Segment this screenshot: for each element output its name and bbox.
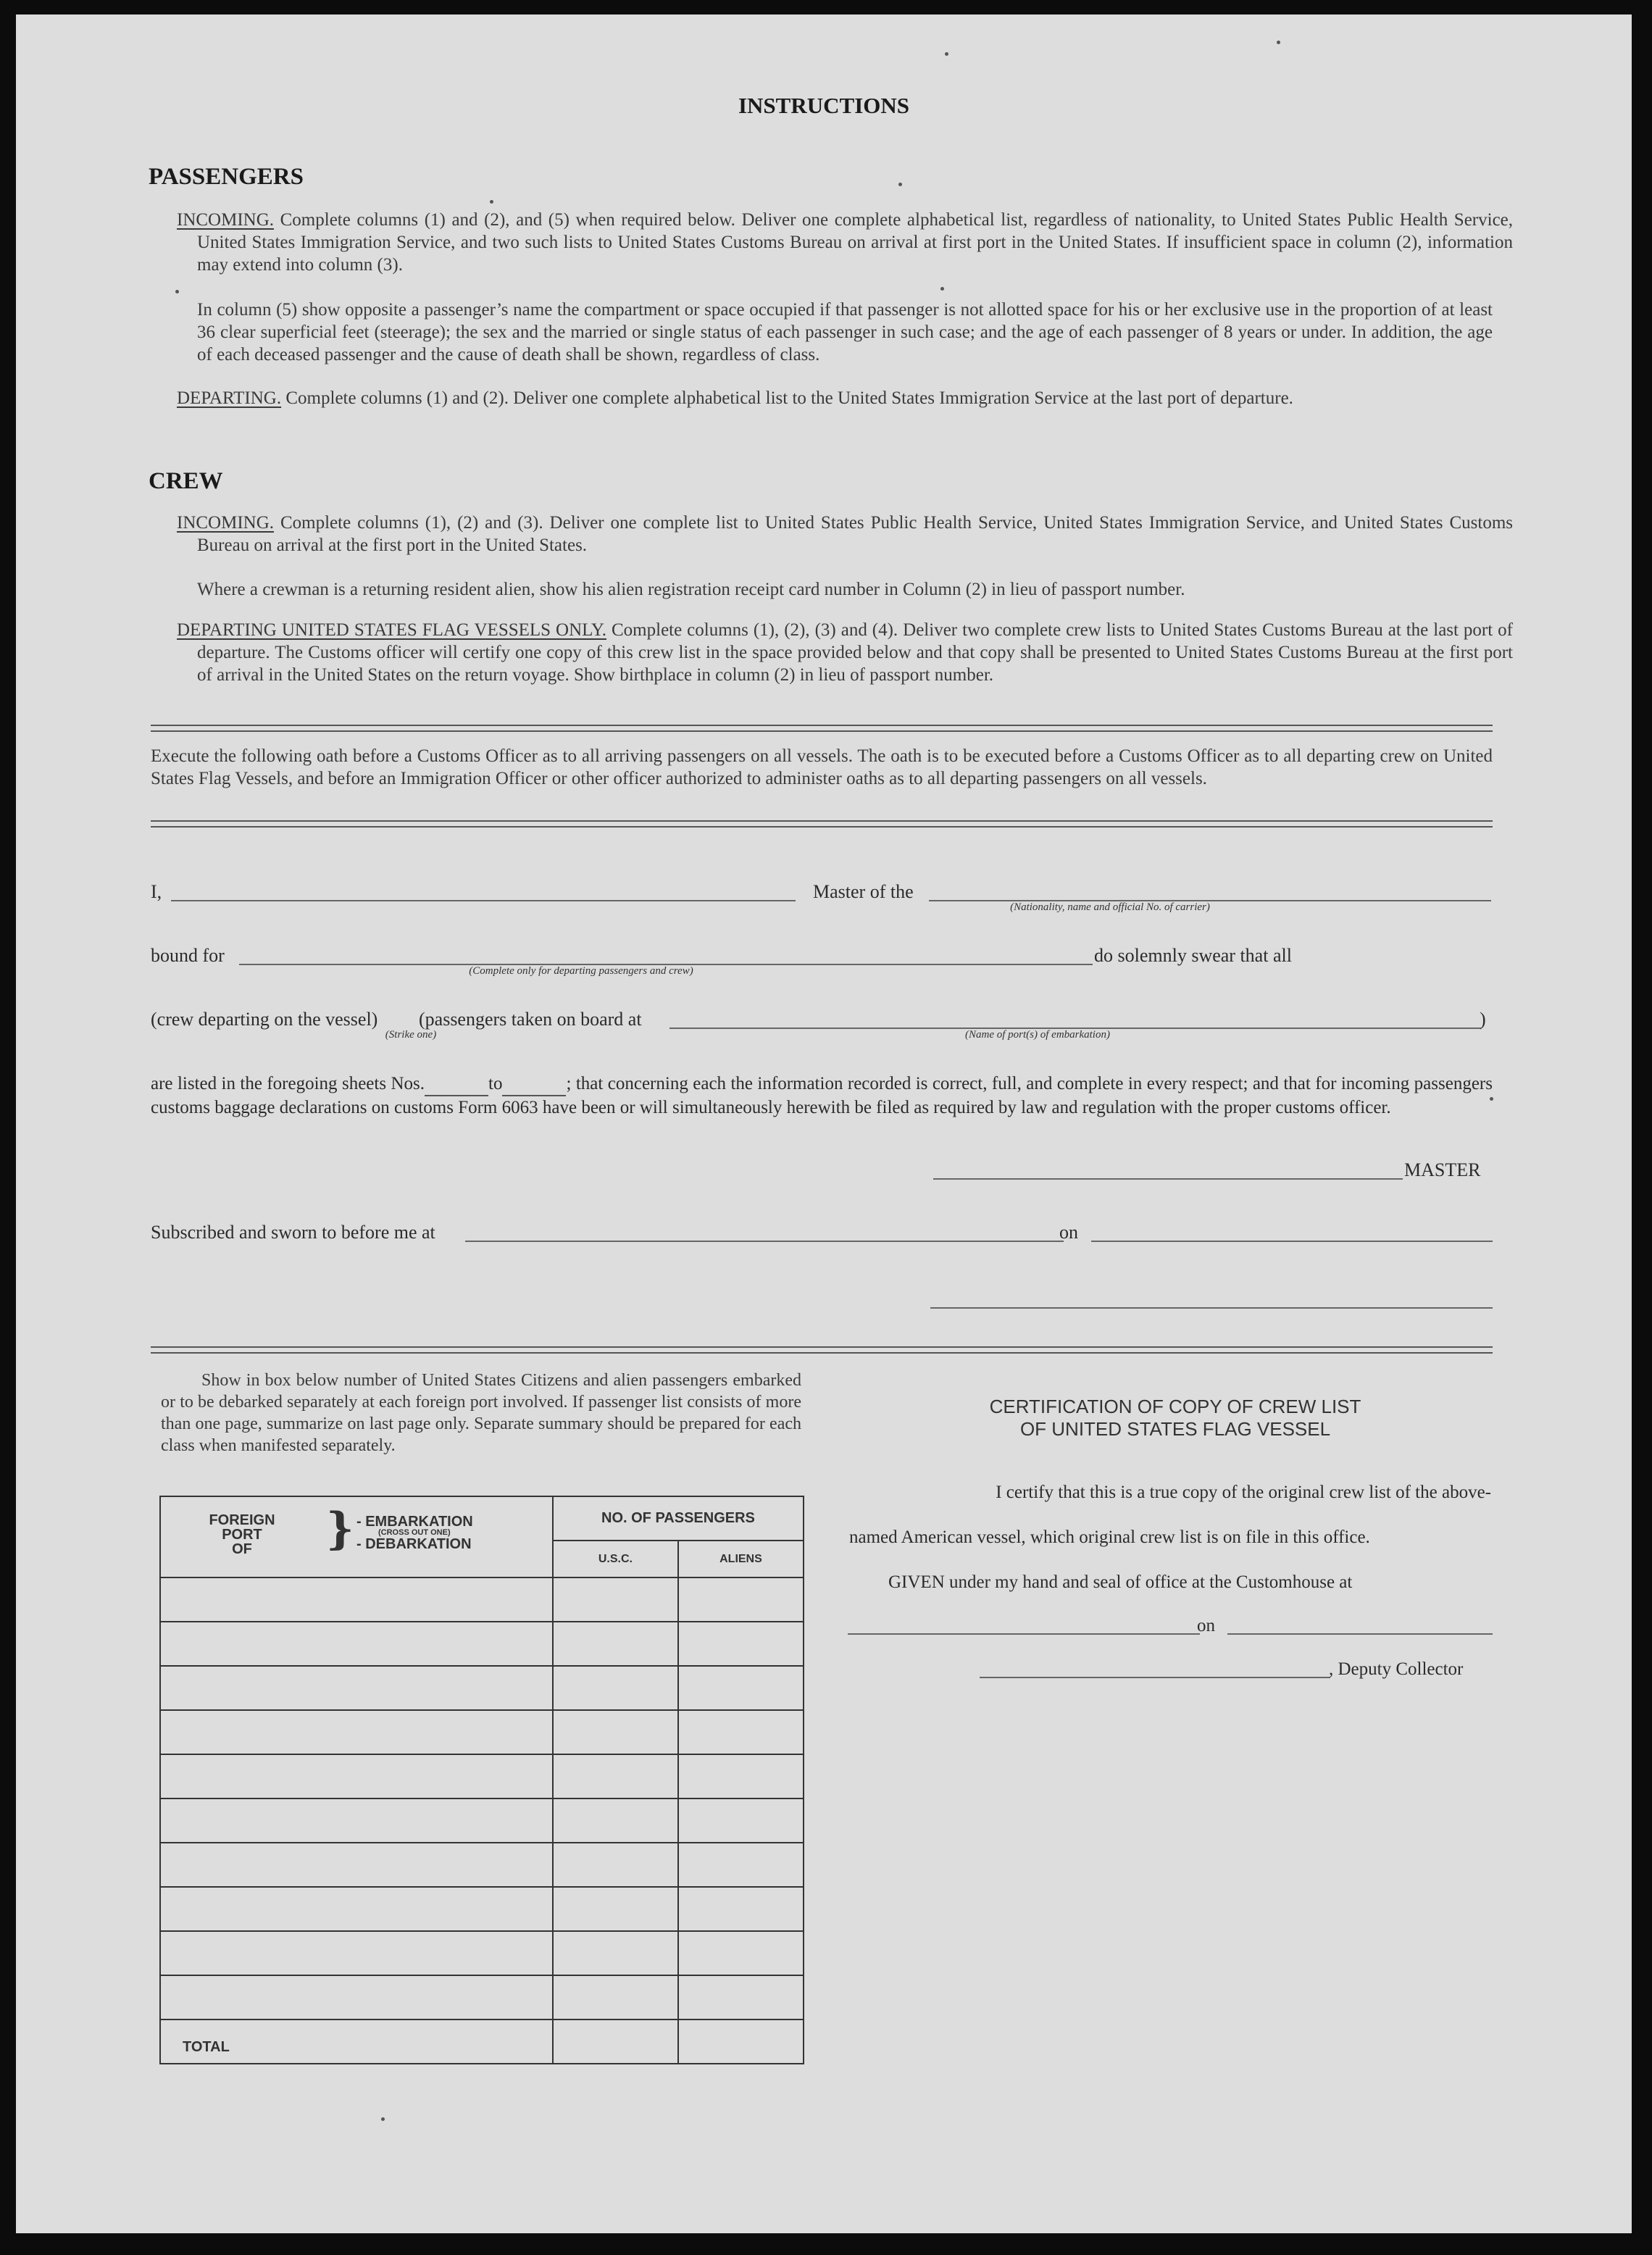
passengers-heading: PASSENGERS	[149, 164, 304, 190]
certification-title	[849, 1396, 1501, 1441]
sworn-date-field[interactable]	[1091, 1241, 1493, 1242]
certify-on-label: on	[1197, 1616, 1215, 1635]
double-rule	[151, 820, 1493, 828]
solemnly-swear-text: do solemnly swear that all	[1094, 945, 1292, 966]
port-cell[interactable]	[160, 1975, 553, 2020]
aliens-cell[interactable]	[678, 1666, 804, 1710]
speck	[1277, 41, 1280, 44]
foreign-port-header	[160, 1496, 553, 1577]
passengers-taken-option: (passengers taken on board at	[419, 1009, 642, 1030]
subscribed-label: Subscribed and sworn to before me at	[151, 1222, 435, 1243]
usc-header: U.S.C.	[553, 1541, 678, 1577]
sheet-to-field[interactable]	[502, 1072, 566, 1096]
usc-cell[interactable]	[553, 1754, 678, 1798]
usc-total-cell[interactable]	[553, 2020, 678, 2064]
total-label: TOTAL	[160, 2020, 553, 2064]
ports-caption: (Name of port(s) of embarkation)	[965, 1029, 1110, 1041]
master-of-label: Master of the	[813, 881, 914, 902]
passengers-column5-paragraph: In column (5) show opposite a passenger’s name the compartment or space occupied if that passenger is not allotted space for his or her exclusive use in the proportion of at least 36 clear superficial feet (steerage); the sex and the married or single status of each passenger in such case; and the age of each passenger of 8 years or under. In addition, the age of each deceased passenger and the cause of death shall be shown, regardless of class.	[197, 300, 1493, 364]
aliens-cell[interactable]	[678, 1975, 804, 2020]
table-row	[160, 1975, 804, 2020]
crew-departing-text: Complete columns (1), (2), (3) and (4). Deliver two complete crew lists to United States Customs Bureau at the last port of departure. The Customs officer will certify one copy of this crew list in the space provided below and that copy shall be presented to United States Customs Bureau at the first port of arrival in the United States on the return voyage. Show birthplace in column (2) in lieu of passport number.	[197, 620, 1513, 685]
speck	[490, 200, 493, 204]
port-cell[interactable]	[160, 1577, 553, 1622]
double-rule	[151, 1346, 1493, 1354]
passengers-departing-text: Complete columns (1) and (2). Deliver one complete alphabetical list to the United States Immigration Service at the last port of departure.	[285, 388, 1293, 408]
certify-line1: I certify that this is a true copy of the original crew list of the above-	[996, 1483, 1491, 1502]
debarkation-label: - DEBARKATION	[356, 1536, 472, 1552]
crew-heading: CREW	[149, 468, 223, 494]
crew-incoming-label: INCOMING.	[177, 513, 275, 533]
passengers-departing-label: DEPARTING.	[177, 388, 282, 408]
port-cell[interactable]	[160, 1798, 553, 1843]
usc-cell[interactable]	[553, 1843, 678, 1887]
page-title: INSTRUCTIONS	[738, 93, 909, 118]
usc-cell[interactable]	[553, 1577, 678, 1622]
speck	[940, 287, 944, 291]
usc-cell[interactable]	[553, 1975, 678, 2020]
port-cell[interactable]	[160, 1622, 553, 1666]
form-page	[16, 14, 1632, 2233]
master-signature-field[interactable]	[933, 1178, 1403, 1180]
execute-oath-paragraph: Execute the following oath before a Customs Officer as to all arriving passengers on all vessels. The oath is to be executed before a Customs Officer as to all departing crew on United States Flag Vessels, and before an Immigration Officer or other officer authorized to administer oaths as to all departing passengers on all vessels.	[151, 746, 1493, 788]
bound-for-label: bound for	[151, 945, 225, 966]
certification-title-line2: OF UNITED STATES FLAG VESSEL	[1019, 1418, 1331, 1440]
aliens-cell[interactable]	[678, 1622, 804, 1666]
certification-title-line1: CERTIFICATION OF COPY OF CREW LIST	[989, 1396, 1361, 1417]
embarkation-label: - EMBARKATION	[356, 1514, 473, 1530]
listed-sheets-paragraph	[151, 1072, 1493, 1119]
table-row	[160, 1798, 804, 1843]
table-row	[160, 1931, 804, 1975]
double-rule	[151, 725, 1493, 732]
certify-line3: GIVEN under my hand and seal of office at the Customhouse at	[888, 1572, 1353, 1592]
passengers-incoming-label: INCOMING.	[177, 210, 275, 230]
table-row	[160, 1710, 804, 1754]
close-paren: )	[1480, 1009, 1486, 1030]
cross-out-label: (CROSS OUT ONE)	[378, 1528, 451, 1537]
passenger-summary-table	[159, 1496, 804, 2064]
crew-departing-option: (crew departing on the vessel)	[151, 1009, 378, 1030]
listed-to: to	[488, 1074, 503, 1093]
deputy-collector-label: , Deputy Collector	[1329, 1659, 1464, 1679]
table-row	[160, 1887, 804, 1931]
crew-incoming-text: Complete columns (1), (2) and (3). Deliver one complete list to United States Public Health Service, United States Immigration Service, and United States Customs Bureau on arrival at the first port in the United States.	[197, 513, 1513, 555]
usc-cell[interactable]	[553, 1931, 678, 1975]
of-label: OF	[232, 1541, 252, 1557]
speck	[945, 52, 948, 56]
listed-text-a: are listed in the foregoing sheets Nos.	[151, 1074, 425, 1093]
strike-one-caption: (Strike one)	[385, 1029, 437, 1041]
aliens-cell[interactable]	[678, 1577, 804, 1622]
speck	[898, 183, 902, 186]
foreign-label: FOREIGN	[209, 1512, 275, 1528]
deputy-signature-field[interactable]	[980, 1677, 1330, 1678]
speck	[1490, 1097, 1493, 1101]
certify-date-field[interactable]	[1227, 1633, 1493, 1635]
aliens-cell[interactable]	[678, 1887, 804, 1931]
usc-cell[interactable]	[553, 1622, 678, 1666]
table-row	[160, 1754, 804, 1798]
summary-instructions: Show in box below number of United States Citizens and alien passengers embarked or to be debarked separately at each foreign port involved. If passenger list consists of more than one page, summarize on last page only. Separate summary should be prepared for each class when manifested separately.	[161, 1371, 801, 1455]
aliens-header: ALIENS	[678, 1541, 804, 1577]
officer-signature-field[interactable]	[930, 1307, 1493, 1309]
total-row	[160, 2020, 804, 2064]
usc-cell[interactable]	[553, 1710, 678, 1754]
sheet-from-field[interactable]	[425, 1072, 488, 1096]
port-cell[interactable]	[160, 1710, 553, 1754]
passengers-incoming-text: Complete columns (1) and (2), and (5) when required below. Deliver one complete alphabetical list, regardless of nationality, to United States Public Health Service, United States Immigration Service, and two such lists to United States Customs Bureau on arrival at first port in the United States. If insufficient space in column (2), information may extend into column (3).	[197, 210, 1514, 275]
crew-resident-paragraph: Where a crewman is a returning resident alien, show his alien registration receipt card number in Column (2) in lieu of passport number.	[197, 580, 1185, 599]
aliens-cell[interactable]	[678, 1798, 804, 1843]
usc-cell[interactable]	[553, 1798, 678, 1843]
port-cell[interactable]	[160, 1887, 553, 1931]
sworn-on-label: on	[1059, 1222, 1078, 1243]
master-name-field[interactable]	[171, 900, 796, 901]
aliens-cell[interactable]	[678, 1843, 804, 1887]
aliens-cell[interactable]	[678, 1931, 804, 1975]
complete-only-caption: (Complete only for departing passengers and crew)	[469, 965, 693, 977]
nationality-caption: (Nationality, name and official No. of carrier)	[1010, 901, 1210, 913]
no-of-passengers-header: NO. OF PASSENGERS	[553, 1496, 804, 1541]
aliens-cell[interactable]	[678, 1754, 804, 1798]
port-cell[interactable]	[160, 1843, 553, 1887]
customhouse-field[interactable]	[848, 1633, 1200, 1635]
port-cell[interactable]	[160, 1754, 553, 1798]
crew-incoming-paragraph	[177, 512, 1513, 557]
listed-text-b: ; that concerning each the information recorded is correct, full, and complete in every respect; and that for incoming passengers customs baggage declarations on customs Form 6063 have been or will simultaneously herewith be filed as required by law and regulation with the proper customs officer.	[151, 1074, 1493, 1117]
crew-departing-label: DEPARTING UNITED STATES FLAG VESSELS ONLY.	[177, 620, 607, 640]
port-label: PORT	[222, 1527, 262, 1543]
master-signature-label: MASTER	[1404, 1159, 1481, 1180]
certify-line2: named American vessel, which original crew list is on file in this office.	[849, 1527, 1370, 1547]
usc-cell[interactable]	[553, 1666, 678, 1710]
table-row	[160, 1843, 804, 1887]
table-row	[160, 1666, 804, 1710]
table-row	[160, 1622, 804, 1666]
speck	[175, 290, 179, 293]
sworn-place-field[interactable]	[465, 1241, 1064, 1242]
aliens-total-cell[interactable]	[678, 2020, 804, 2064]
port-cell[interactable]	[160, 1666, 553, 1710]
passengers-incoming-paragraph	[177, 209, 1513, 276]
aliens-cell[interactable]	[678, 1710, 804, 1754]
brace-icon: }	[326, 1504, 354, 1554]
passengers-departing-paragraph	[177, 387, 1513, 409]
oath-i-label: I,	[151, 881, 162, 902]
speck	[381, 2117, 385, 2121]
crew-departing-paragraph	[177, 619, 1513, 686]
table-row	[160, 1577, 804, 1622]
usc-cell[interactable]	[553, 1887, 678, 1931]
port-cell[interactable]	[160, 1931, 553, 1975]
